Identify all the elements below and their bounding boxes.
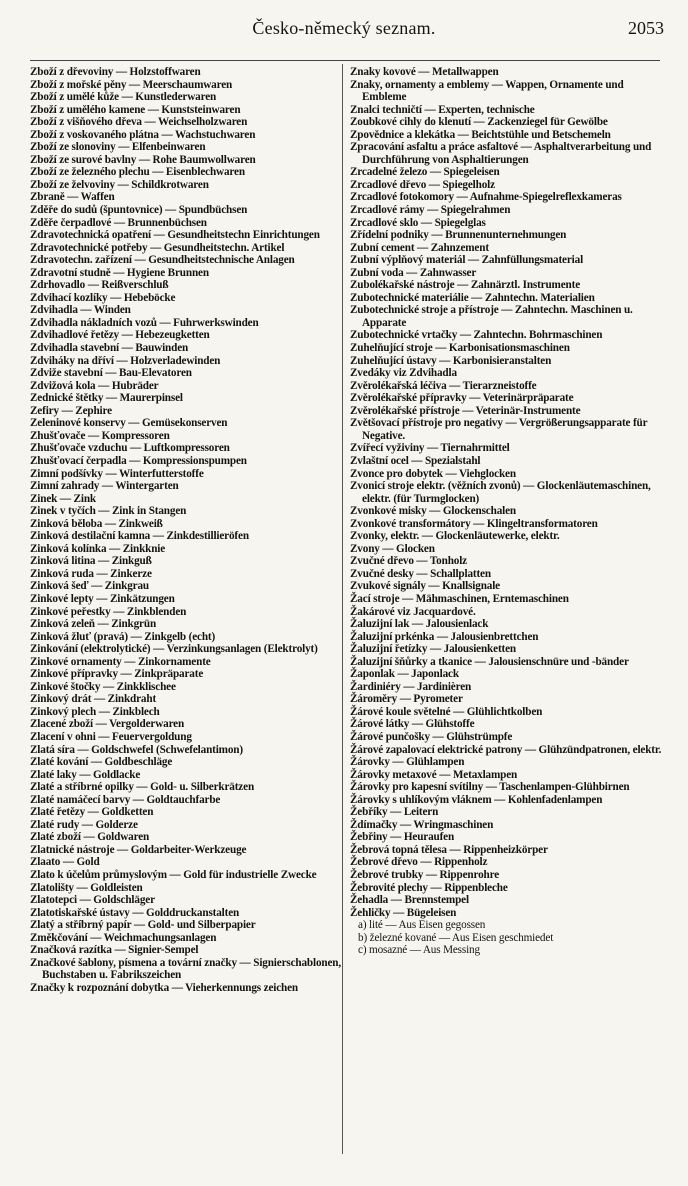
dictionary-entry: Žárovky pro kapesní svítilny — Taschenlampen-Glühbirnen <box>350 781 630 794</box>
dictionary-entry: Zinkový plech — Zinkblech <box>30 705 160 718</box>
dictionary-entry: Zinková kolínka — Zinkknie <box>30 542 166 555</box>
dictionary-entry: Zubní výplňový materiál — Zahnfüllungsmaterial <box>350 254 584 267</box>
dictionary-entry: Zuhelňující stroje — Karbonisationsmaschinen <box>350 342 570 355</box>
dictionary-entry: Zednické štětky — Maurerpinsel <box>30 392 183 405</box>
dictionary-entry: Žebrové trubky — Rippenrohre <box>350 869 500 881</box>
dictionary-entry: Zboží ze surové bavlny — Rohe Baumwollwaren <box>30 153 256 166</box>
right-column <box>350 66 666 957</box>
dictionary-entry: Zvučné dřevo — Tonholz <box>350 555 467 568</box>
dictionary-entry: Zefiry — Zephire <box>30 404 112 417</box>
dictionary-entry: Zlaté kování — Goldbeschläge <box>30 756 173 769</box>
dictionary-entry: Žárovky s uhlíkovým vláknem — Kohlenfadenlampen <box>350 793 603 806</box>
dictionary-entry: Zinková běloba — Zinkweiß <box>30 517 163 530</box>
dictionary-entry: Zvučné desky — Schallplatten <box>350 567 491 580</box>
dictionary-entry: Zdviže stavební — Bau-Elevatoren <box>30 367 192 380</box>
page-header <box>0 18 688 44</box>
dictionary-entry: Zvětšovací přístroje pro negativy — Vergrößerungsapparate für Negative. <box>350 417 648 442</box>
dictionary-entry: Zubolékařské nástroje — Zahnärztl. Instrumente <box>350 279 581 292</box>
dictionary-entry: Zinek v tyčích — Zink in Stangen <box>30 505 187 518</box>
dictionary-entry: Zdvihadla stavební — Bauwinden <box>30 342 189 355</box>
dictionary-entry: Zubotechnické stroje a přístroje — Zahntechn. Maschinen u. Apparate <box>350 304 633 329</box>
dictionary-entry: Zinkové ornamenty — Zinkornamente <box>30 655 211 668</box>
dictionary-entry: Zvěrolékařské přístroje — Veterinär-Instrumente <box>350 404 581 417</box>
dictionary-entry: Zboží z umělého kamene — Kunststeinwaren <box>30 103 241 116</box>
dictionary-entry: Zlatotiskařské ústavy — Golddruckanstalten <box>30 906 240 919</box>
dictionary-entry: Zděře čerpadlové — Brunnenbüchsen <box>30 216 207 229</box>
dictionary-entry: Zdravotechn. zařízení — Gesundheitstechnische Anlagen <box>30 254 295 267</box>
dictionary-entry: Zlatý a stříbrný papír — Gold- und Silberpapier <box>30 919 256 932</box>
dictionary-entry: Zděře do sudů (špuntovnice) — Spundbüchsen <box>30 204 248 217</box>
dictionary-entry: Zboží ze želvoviny — Schildkrotwaren <box>30 178 209 191</box>
column-divider <box>342 64 343 1154</box>
dictionary-entry: Zrcadlové sklo — Spiegelglas <box>350 216 486 229</box>
dictionary-entry: Zboží z višňového dřeva — Weichselholzwaren <box>30 116 248 129</box>
dictionary-entry: Zhušťovací čerpadla — Kompressionspumpen <box>30 454 247 467</box>
dictionary-entry: Zlaté laky — Goldlacke <box>30 768 141 781</box>
dictionary-entry: Zboží ze železného plechu — Eisenblechwaren <box>30 166 245 179</box>
dictionary-entry: Zlatolišty — Goldleisten <box>30 881 143 894</box>
dictionary-entry: Zřídelní podniky — Brunnenunternehmungen <box>350 229 567 242</box>
dictionary-entry: Žároměry — Pyrometer <box>350 693 463 706</box>
dictionary-entry: Zvířecí vyživiny — Tiernahrmittel <box>350 442 510 455</box>
dictionary-entry: Zboží z umělé kůže — Kunstlederwaren <box>30 91 217 104</box>
dictionary-entry: Zboží ze slonoviny — Elfenbeinwaren <box>30 141 206 154</box>
dictionary-entry: Zinková destilační kamna — Zinkdestillieröfen <box>30 530 249 543</box>
dictionary-entry: Zimní zahrady — Wintergarten <box>30 480 179 493</box>
dictionary-entry: Zimní podšívky — Winterfutterstoffe <box>30 467 204 480</box>
dictionary-entry: Zeleninové konservy — Gemüsekonserven <box>30 417 228 430</box>
dictionary-entry: Zinková litina — Zinkguß <box>30 555 152 568</box>
dictionary-entry: Znaky, ornamenty a emblemy — Wappen, Ornamente und Embleme <box>350 78 624 104</box>
dictionary-entry: Zuhelňující ústavy — Karbonisieranstalten <box>350 354 552 367</box>
dictionary-entry: Zrcadlové fotokomory — Aufnahme-Spiegelreflexkameras <box>350 191 622 204</box>
dictionary-entry: Zubní voda — Zahnwasser <box>350 266 477 279</box>
dictionary-entry: Zvlaštní ocel — Spezialstahl <box>350 454 481 467</box>
dictionary-entry: Zlaato — Gold <box>30 856 100 869</box>
dictionary-entry: Znaky kovové — Metallwappen <box>350 66 499 78</box>
dictionary-entry: Zdvižová kola — Hubräder <box>30 379 159 392</box>
dictionary-entry: Zlacení v ohni — Feuervergoldung <box>30 730 192 743</box>
dictionary-entry: Zbraně — Waffen <box>30 191 115 204</box>
dictionary-entry: Zinek — Zink <box>30 492 96 505</box>
dictionary-entry: Zdvihadlové řetězy — Hebezeugketten <box>30 329 210 342</box>
dictionary-entry: Žebrová topná tělesa — Rippenheizkörper <box>350 843 548 856</box>
dictionary-entry: Žebrovité plechy — Rippenbleche <box>350 881 508 894</box>
dictionary-entry: Zlaté řetězy — Goldketten <box>30 806 154 819</box>
dictionary-entry: Žebřiny — Heuraufen <box>350 831 455 844</box>
dictionary-entry: b) železné kované — Aus Eisen geschmiedet <box>358 931 554 944</box>
dictionary-entry: Žardiniéry — Jardinièren <box>350 680 472 693</box>
dictionary-entry: Zdrhovadlo — Reißverschluß <box>30 279 169 292</box>
dictionary-entry: Zlaté rudy — Golderze <box>30 818 138 831</box>
dictionary-entry: Zdviháky na dříví — Holzverladewinden <box>30 354 221 367</box>
dictionary-entry: Zlato k účelům průmyslovým — Gold für industrielle Zwecke <box>30 869 317 881</box>
dictionary-entry: Zinková šeď — Zinkgrau <box>30 580 149 593</box>
dictionary-entry: Zinková žluť (pravá) — Zinkgelb (echt) <box>30 630 216 643</box>
dictionary-entry: Značkové šablony, písmena a tovární značky — Signierschablonen, Buchstaben u. Fabrikszeichen <box>30 956 341 982</box>
left-column <box>30 66 346 994</box>
dictionary-entry: Zinková zeleň — Zinkgrün <box>30 618 157 631</box>
dictionary-entry: Zvonkové misky — Glockenschalen <box>350 505 516 518</box>
dictionary-entry: Zinková ruda — Zinkerze <box>30 567 152 580</box>
dictionary-entry: Zlaté namáčecí barvy — Goldtauchfarbe <box>30 793 221 806</box>
dictionary-entry: Změkčování — Weichmachungsanlagen <box>30 931 217 944</box>
dictionary-entry: Žací stroje — Mähmaschinen, Erntemaschinen <box>350 592 569 605</box>
dictionary-entry: Zdvihadla nákladních vozů — Fuhrwerkswinden <box>30 316 259 329</box>
dictionary-entry: Zrcadelné železo — Spiegeleisen <box>350 166 500 179</box>
dictionary-entry: Zrcadlové rámy — Spiegelrahmen <box>350 204 511 217</box>
dictionary-entry: Zvukové signály — Knallsignale <box>350 580 500 593</box>
dictionary-entry: Zvony — Glocken <box>350 542 435 555</box>
page-title: Česko-německý seznam. <box>252 18 436 38</box>
dictionary-entry: Žebrové dřevo — Rippenholz <box>350 856 488 869</box>
dictionary-entry: Žárovky metaxové — Metaxlampen <box>350 768 518 781</box>
dictionary-entry: Žárové koule světelné — Glühlichtkolben <box>350 705 543 718</box>
dictionary-entry: Zdravotní studně — Hygiene Brunnen <box>30 266 209 279</box>
dictionary-entry: Zdravotechnická opatření — Gesundheitstechn Einrichtungen <box>30 229 320 242</box>
dictionary-entry: Značková razítka — Signier-Sempel <box>30 944 199 957</box>
dictionary-entry: Znalci techničtí — Experten, technische <box>350 103 535 116</box>
dictionary-entry: Zlaté zboží — Goldwaren <box>30 831 150 844</box>
dictionary-entry: Zpracování asfaltu a práce asfaltové — Asphaltverarbeitung und Durchführung von Asphaltierungen <box>350 141 652 166</box>
dictionary-entry: Zdvihací kozlíky — Hebeböcke <box>30 291 176 304</box>
dictionary-entry: Zlatnické nástroje — Goldarbeiter-Werkzeuge <box>30 843 247 856</box>
dictionary-entry: Zinkový drát — Zinkdraht <box>30 693 157 706</box>
dictionary-entry: Žárové zapalovací elektrické patrony — Glühzündpatronen, elektr. <box>350 743 662 756</box>
dictionary-entry: Značky k rozpoznání dobytka — Vieherkennungs zeichen <box>30 981 298 994</box>
dictionary-entry: Zvěrolékařská léčiva — Tierarzneistoffe <box>350 379 537 392</box>
dictionary-entry: Žehličky — Bügeleisen <box>350 906 457 919</box>
dictionary-entry: Zdravotechnické potřeby — Gesundheitstechn. Artikel <box>30 241 285 254</box>
dictionary-entry: Ždímačky — Wringmaschinen <box>350 818 494 831</box>
dictionary-entry: Zlatá síra — Goldschwefel (Schwefelantimon) <box>30 743 243 756</box>
dictionary-entry: Žárové látky — Glühstoffe <box>350 718 475 731</box>
dictionary-entry: Žakárové viz Jacquardové. <box>350 605 476 618</box>
dictionary-entry: Zoubkové cihly do klenutí — Zackenziegel für Gewölbe <box>350 116 608 129</box>
dictionary-entry: Žebříky — Leitern <box>350 806 439 819</box>
dictionary-entry: Žehadla — Brennstempel <box>350 894 469 907</box>
dictionary-entry: Zinkové štočky — Zinkklischee <box>30 680 176 693</box>
dictionary-entry: Zhušťovače — Kompressoren <box>30 429 170 442</box>
dictionary-entry: Zvonkové transformátory — Klingeltransformatoren <box>350 517 598 530</box>
dictionary-entry: Zinkové přípravky — Zinkpräparate <box>30 668 204 681</box>
dictionary-entry: Žaluzijní lak — Jalousienlack <box>350 618 489 631</box>
header-rule <box>30 60 660 61</box>
dictionary-entry: Zvěrolékařské přípravky — Veterinärpräparate <box>350 392 574 405</box>
dictionary-entry: Žaluzijní prkénka — Jalousienbrettchen <box>350 630 539 643</box>
dictionary-entry: Zvonky, elektr. — Glockenläutewerke, elektr. <box>350 530 560 543</box>
dictionary-entry: Zboží z mořské pěny — Meerschaumwaren <box>30 78 233 91</box>
dictionary-entry: Zpovědnice a klekátka — Beichtstühle und Betschemeln <box>350 128 611 141</box>
dictionary-entry: Zubní cement — Zahnzement <box>350 241 489 254</box>
dictionary-entry: Zlaté a stříbrné opilky — Gold- u. Silberkrätzen <box>30 781 255 794</box>
dictionary-entry: Zlacené zboží — Vergolderwaren <box>30 718 185 731</box>
dictionary-entry: Žárovky — Glühlampen <box>350 756 465 769</box>
dictionary-entry: Zboží z dřevoviny — Holzstoffwaren <box>30 66 201 78</box>
dictionary-entry: Zubotechnické materiálie — Zahntechn. Materialien <box>350 291 595 304</box>
dictionary-entry: Zvedáky viz Zdvihadla <box>350 367 457 380</box>
dictionary-entry: Zrcadlové dřevo — Spiegelholz <box>350 178 495 191</box>
page-number: 2053 <box>628 18 664 38</box>
dictionary-entry: Žaponlak — Japonlack <box>350 668 459 681</box>
dictionary-entry: Zubotechnické vrtačky — Zahntechn. Bohrmaschinen <box>350 329 603 342</box>
dictionary-entry: Zboží z voskovaného plátna — Wachstuchwaren <box>30 128 256 141</box>
dictionary-entry: Žárové punčošky — Glühstrümpfe <box>350 730 513 743</box>
dictionary-entry: Zinkové lepty — Zinkätzungen <box>30 592 175 605</box>
dictionary-entry: Zvonce pro dobytek — Viehglocken <box>350 467 516 480</box>
dictionary-entry: Zlatotepci — Goldschläger <box>30 894 155 907</box>
dictionary-entry: Zvonicí stroje elektr. (věžních zvonů) — Glockenläutemaschinen, elektr. (für Turmglocken) <box>350 480 651 505</box>
dictionary-entry: Zinkové peřestky — Zinkblenden <box>30 605 187 618</box>
dictionary-entry: Žaluzijní řetízky — Jalousienketten <box>350 643 516 656</box>
dictionary-entry: Zhušťovače vzduchu — Luftkompressoren <box>30 442 230 455</box>
dictionary-entry: c) mosazné — Aus Messing <box>358 944 480 957</box>
dictionary-entry: a) lité — Aus Eisen gegossen <box>358 919 486 932</box>
dictionary-entry: Zinkování (elektrolytické) — Verzinkungsanlagen (Elektrolyt) <box>30 643 318 656</box>
dictionary-entry: Žaluzijní šňůrky a tkanice — Jalousienschnüre und -bänder <box>350 655 629 668</box>
dictionary-entry: Zdvihadla — Winden <box>30 304 131 317</box>
